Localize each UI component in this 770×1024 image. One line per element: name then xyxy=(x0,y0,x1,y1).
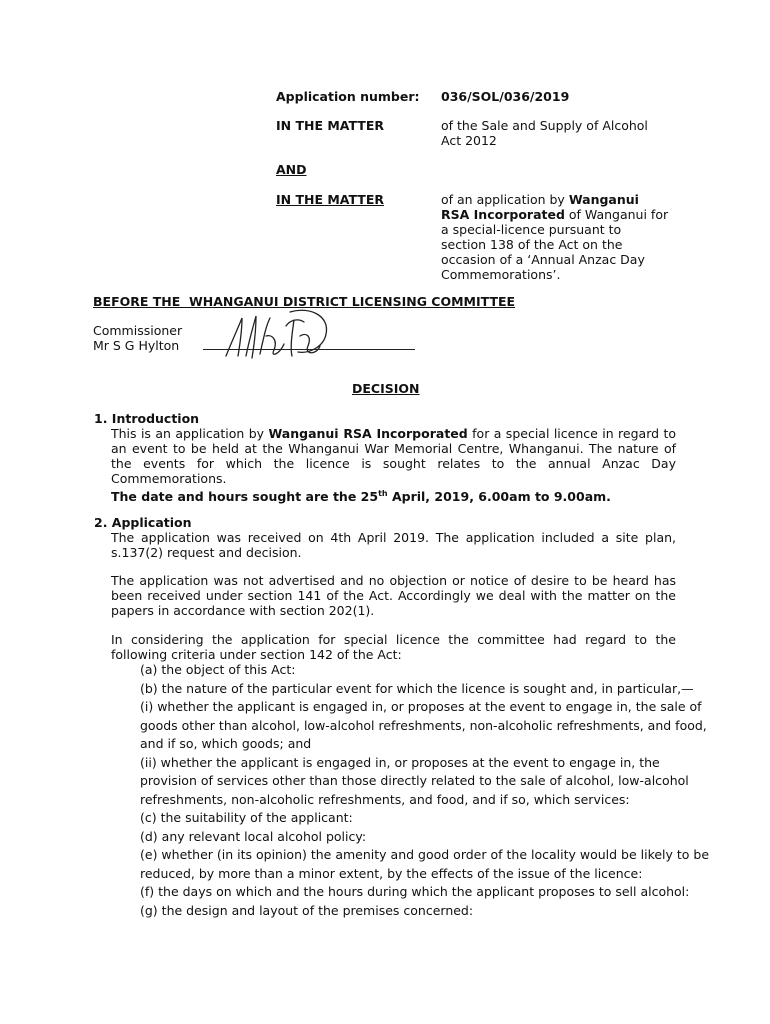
matter-text-2: of an application by Wanganui RSA Incorporated of Wanganui for a special-licence pursuant to section 138 of the Act on the occasion of a ‘Annual Anzac Day Commemorations’. xyxy=(441,192,669,282)
criteria-line: (i) whether the applicant is engaged in, or proposes at the event to engage in, the sale of xyxy=(140,699,702,714)
criteria-line: (a) the object of this Act: xyxy=(140,662,296,677)
criteria-line: (f) the days on which and the hours during which the applicant proposes to sell alcohol: xyxy=(140,884,690,899)
application-number: 036/SOL/036/2019 xyxy=(441,89,570,104)
decision-title: DECISION xyxy=(352,381,420,396)
criteria-line: (ii) whether the applicant is engaged in, or proposes at the event to engage in, the xyxy=(140,754,660,770)
application-paragraph-2: The application was not advertised and no objection or notice of desire to be heard has been received under section 141 of the Act. Accordingly we deal with the matter on the papers in accordance with section 202(1). xyxy=(111,573,676,618)
commissioner-name: Mr S G Hylton xyxy=(93,338,180,353)
criteria-line: (c) the suitability of the applicant: xyxy=(140,810,353,825)
criteria-list xyxy=(140,661,710,920)
criteria-line: (b) the nature of the particular event for which the licence is sought and, in particular,— xyxy=(140,680,694,696)
commissioner-role: Commissioner xyxy=(93,323,183,338)
application-paragraph-3: In considering the application for special licence the committee had regard to the following criteria under section 142 of the Act: xyxy=(111,632,676,662)
criteria-line: (e) whether (in its opinion) the amenity and good order of the locality would be likely to be xyxy=(140,847,710,862)
application-number-label: Application number: xyxy=(276,89,420,104)
criteria-line: goods other than alcohol, low-alcohol refreshments, non-alcoholic refreshments, and food, xyxy=(140,717,707,733)
criteria-line: provision of services other than those directly related to the sale of alcohol, low-alcohol xyxy=(140,773,689,788)
committee-title: BEFORE THE WHANGANUI DISTRICT LICENSING COMMITTEE xyxy=(93,294,516,309)
dates-and-hours: The date and hours sought are the 25th April, 2019, 6.00am to 9.00am. xyxy=(111,489,611,505)
section-heading-application: 2. Application xyxy=(94,515,192,530)
criteria-line: and if so, which goods; and xyxy=(140,736,312,751)
criteria-line: (g) the design and layout of the premises concerned: xyxy=(140,902,474,918)
signature-image xyxy=(220,306,340,368)
and-label: AND xyxy=(276,162,307,177)
criteria-line: (d) any relevant local alcohol policy: xyxy=(140,828,367,844)
introduction-paragraph: This is an application by Wanganui RSA Incorporated for a special licence in regard to an event to be held at the Whanganui War Memorial Centre, Whanganui. The nature of the events for which the licence is sought relates to the annual Anzac Day Commemorations. xyxy=(111,426,677,486)
signature-line xyxy=(203,349,415,350)
criteria-line: refreshments, non-alcoholic refreshments, and food, and if so, which services: xyxy=(140,791,630,807)
section-heading-introduction: 1. Introduction xyxy=(94,411,200,426)
matter-label-2: IN THE MATTER xyxy=(276,192,384,207)
matter-text-1: of the Sale and Supply of Alcohol Act 2012 xyxy=(441,118,648,148)
matter-label-1: IN THE MATTER xyxy=(276,118,384,133)
application-paragraph-1: The application was received on 4th April 2019. The application included a site plan, s.137(2) request and decision. xyxy=(111,530,676,560)
criteria-line: reduced, by more than a minor extent, by the effects of the issue of the licence: xyxy=(140,865,643,881)
